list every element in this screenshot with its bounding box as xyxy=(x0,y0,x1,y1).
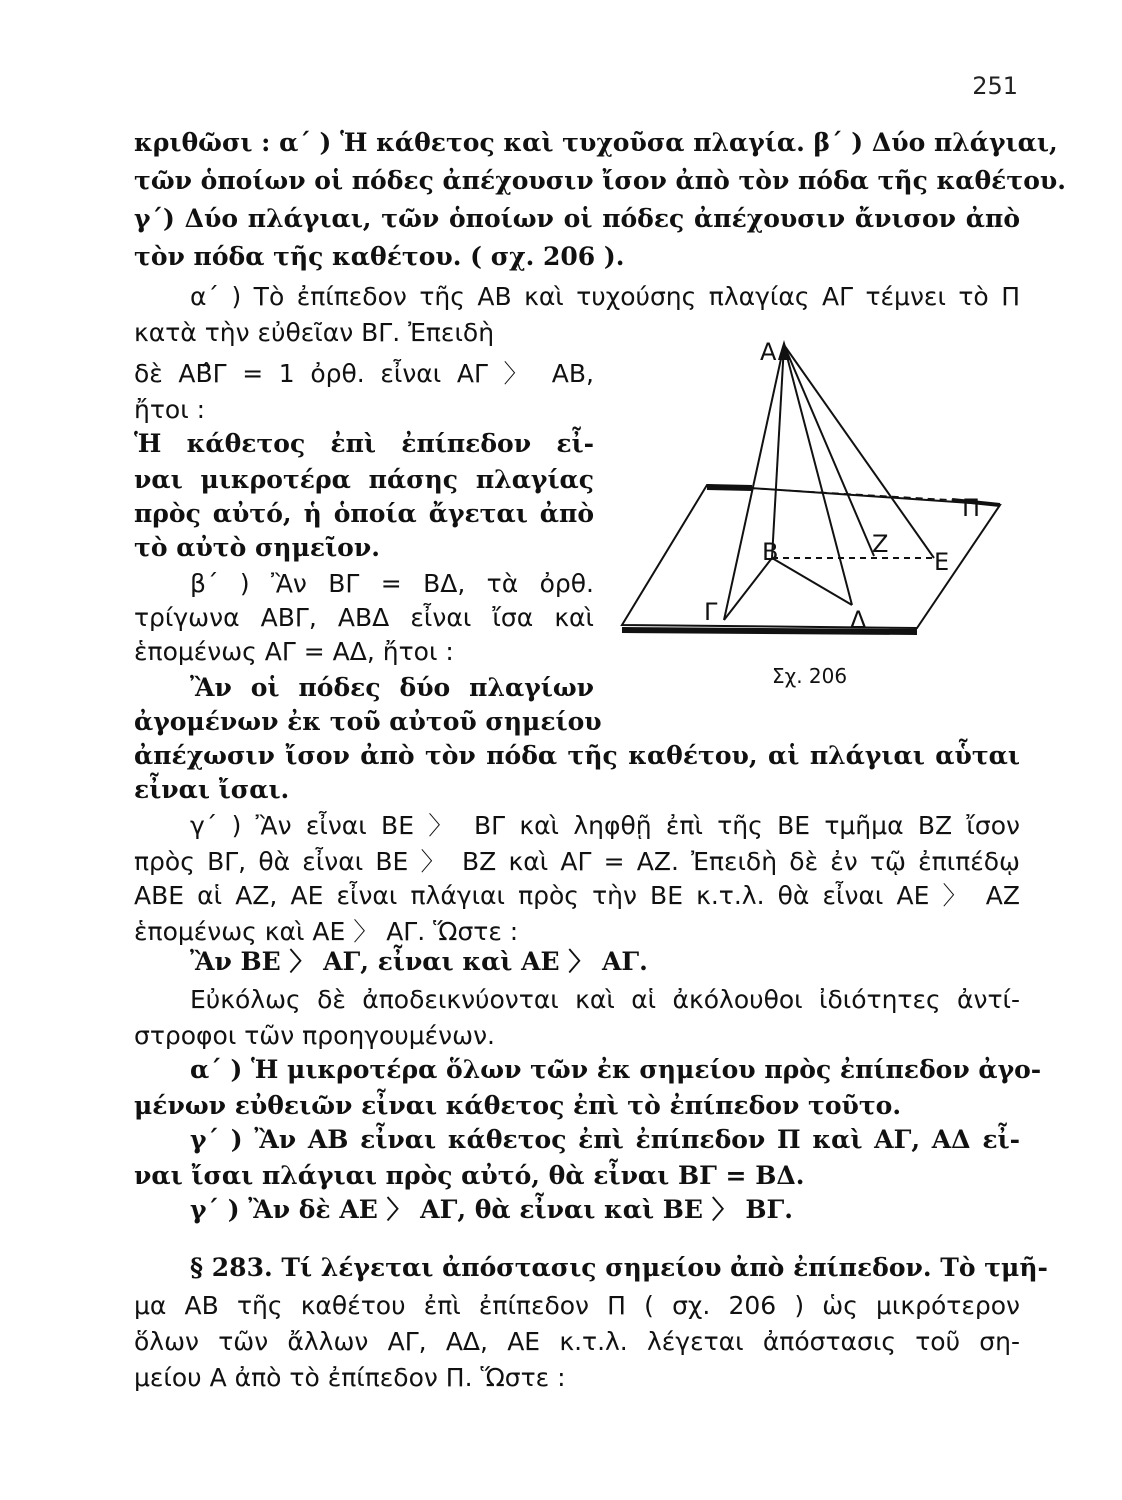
plane-edge-thick xyxy=(622,630,917,632)
text-line: ἀγομένων ἐκ τοῦ αὐτοῦ σημείου xyxy=(134,707,602,736)
text-line: τῶν ὁποίων οἱ πόδες ἀπέχουσιν ἴσον ἀπὸ τὸν πόδα τῆς καθέτου. xyxy=(134,166,1066,195)
text-line: Ἂν οἱ πόδες δύο πλαγίων xyxy=(190,673,594,702)
text-line: πρὸς ΒΓ, θὰ εἶναι ΒΕ 〉 ΒΖ καὶ ΑΓ = ΑΖ. Ἐπειδὴ δὲ ἐν τῷ ἐπιπέδῳ xyxy=(134,847,1020,876)
figure-caption: Σχ. 206 xyxy=(772,664,848,688)
text-line: α΄ ) Τὸ ἐπίπεδον τῆς ΑΒ καὶ τυχούσης πλαγίας ΑΓ τέμνει τὸ Π xyxy=(190,282,1020,311)
text-line: μένων εὐθειῶν εἶναι κάθετος ἐπὶ τὸ ἐπίπεδον τοῦτο. xyxy=(134,1091,902,1120)
text-line: ἑπομένως καὶ ΑΕ 〉 ΑΓ. Ὥστε : xyxy=(134,917,519,946)
text-line: τὸ αὐτὸ σημεῖον. xyxy=(134,533,380,562)
text-line: Εὐκόλως δὲ ἀποδεικνύονται καὶ αἱ ἀκόλουθοι ἰδιότητες ἀντί- xyxy=(190,985,1020,1014)
text-line: γ΄ ) Ἂν ΑΒ εἶναι κάθετος ἐπὶ ἐπίπεδον Π καὶ ΑΓ, ΑΔ εἶ- xyxy=(190,1125,1020,1154)
text-line: β΄ ) Ἂν ΒΓ = ΒΔ, τὰ ὀρθ. xyxy=(190,569,594,598)
segment-ad xyxy=(784,345,852,605)
text-line: στροφοι τῶν προηγουμένων. xyxy=(134,1021,495,1050)
label-z: Ζ xyxy=(872,530,889,558)
segment-ag xyxy=(724,345,784,620)
label-p: Π xyxy=(962,494,981,522)
label-e: Ε xyxy=(934,548,950,576)
page-number: 251 xyxy=(972,72,1018,100)
segment-ae xyxy=(784,345,934,558)
hidden-edge xyxy=(712,486,952,500)
text-line: ἤτοι : xyxy=(134,395,206,424)
label-g: Γ xyxy=(704,598,718,626)
text-line: ναι μικροτέρα πάσης πλαγίας xyxy=(134,465,594,494)
text-line: κριθῶσι : α΄ ) Ἡ κάθετος καὶ τυχοῦσα πλαγία. β΄ ) Δύο πλάγιαι, xyxy=(134,128,1058,157)
text-line: § 283. Τί λέγεται ἀπόστασις σημείου ἀπὸ ἐπίπεδον. Τὸ τμῆ- xyxy=(190,1253,1048,1282)
text-line: ὅλων τῶν ἄλλων ΑΓ, ΑΔ, ΑΕ κ.τ.λ. λέγεται ἀπόστασις τοῦ ση- xyxy=(134,1327,1020,1356)
label-d: Δ xyxy=(850,606,867,634)
text-line: Ἂν ΒΕ 〉 ΑΓ, εἶναι καὶ ΑΕ 〉 ΑΓ. xyxy=(190,947,648,976)
text-line: γ΄ ) Ἂν εἶναι ΒΕ 〉 ΒΓ καὶ ληφθῇ ἐπὶ τῆς ΒΕ τμῆμα ΒΖ ἴσον xyxy=(190,811,1020,840)
text-line: εἶναι ἴσαι. xyxy=(134,775,290,804)
text-line: ἀπέχωσιν ἴσον ἀπὸ τὸν πόδα τῆς καθέτου, αἱ πλάγιαι αὗται xyxy=(134,741,1020,770)
label-a: Α xyxy=(760,338,777,366)
text-line: μα ΑΒ τῆς καθέτου ἐπὶ ἐπίπεδον Π ( σχ. 206 ) ὡς μικρότερον xyxy=(134,1291,1020,1320)
text-line: α΄ ) Ἡ μικροτέρα ὅλων τῶν ἐκ σημείου πρὸς ἐπίπεδον ἀγο- xyxy=(190,1055,1042,1084)
text-line: Ἡ κάθετος ἐπὶ ἐπίπεδον εἶ- xyxy=(134,429,594,458)
text-line: πρὸς αὐτό, ἡ ὁποία ἄγεται ἀπὸ xyxy=(134,499,594,528)
text-line: δὲ ΑΒ̂Γ = 1 ὀρθ. εἶναι ΑΓ 〉 ΑΒ, xyxy=(134,359,594,388)
text-line: τρίγωνα ΑΒΓ, ΑΒΔ εἶναι ἴσα καὶ xyxy=(134,603,594,632)
text-line: μείου Α ἀπὸ τὸ ἐπίπεδον Π. Ὥστε : xyxy=(134,1363,566,1392)
text-line: γ΄) Δύο πλάγιαι, τῶν ὁποίων οἱ πόδες ἀπέχουσιν ἄνισον ἀπὸ xyxy=(134,204,1020,233)
text-line: ναι ἴσαι πλάγιαι πρὸς αὐτό, θὰ εἶναι ΒΓ = ΒΔ. xyxy=(134,1161,805,1190)
text-line: ΑΒΕ αἱ ΑΖ, ΑΕ εἶναι πλάγιαι πρὸς τὴν ΒΕ κ.τ.λ. θὰ εἶναι ΑΕ 〉 ΑΖ xyxy=(134,881,1020,910)
text-line: ἑπομένως ΑΓ = ΑΔ, ἤτοι : xyxy=(134,637,454,666)
text-line: γ΄ ) Ἂν δὲ ΑΕ 〉 ΑΓ, θὰ εἶναι καὶ ΒΕ 〉 ΒΓ. xyxy=(190,1195,793,1224)
segment-az xyxy=(784,345,874,556)
text-line: τὸν πόδα τῆς καθέτου. ( σχ. 206 ). xyxy=(134,242,625,271)
label-b: Β xyxy=(762,538,779,566)
figure-206 xyxy=(612,330,1012,650)
text-line: κατὰ τὴν εὐθεῖαν ΒΓ. Ἐπειδὴ xyxy=(134,318,495,347)
segment-bd xyxy=(772,558,852,605)
